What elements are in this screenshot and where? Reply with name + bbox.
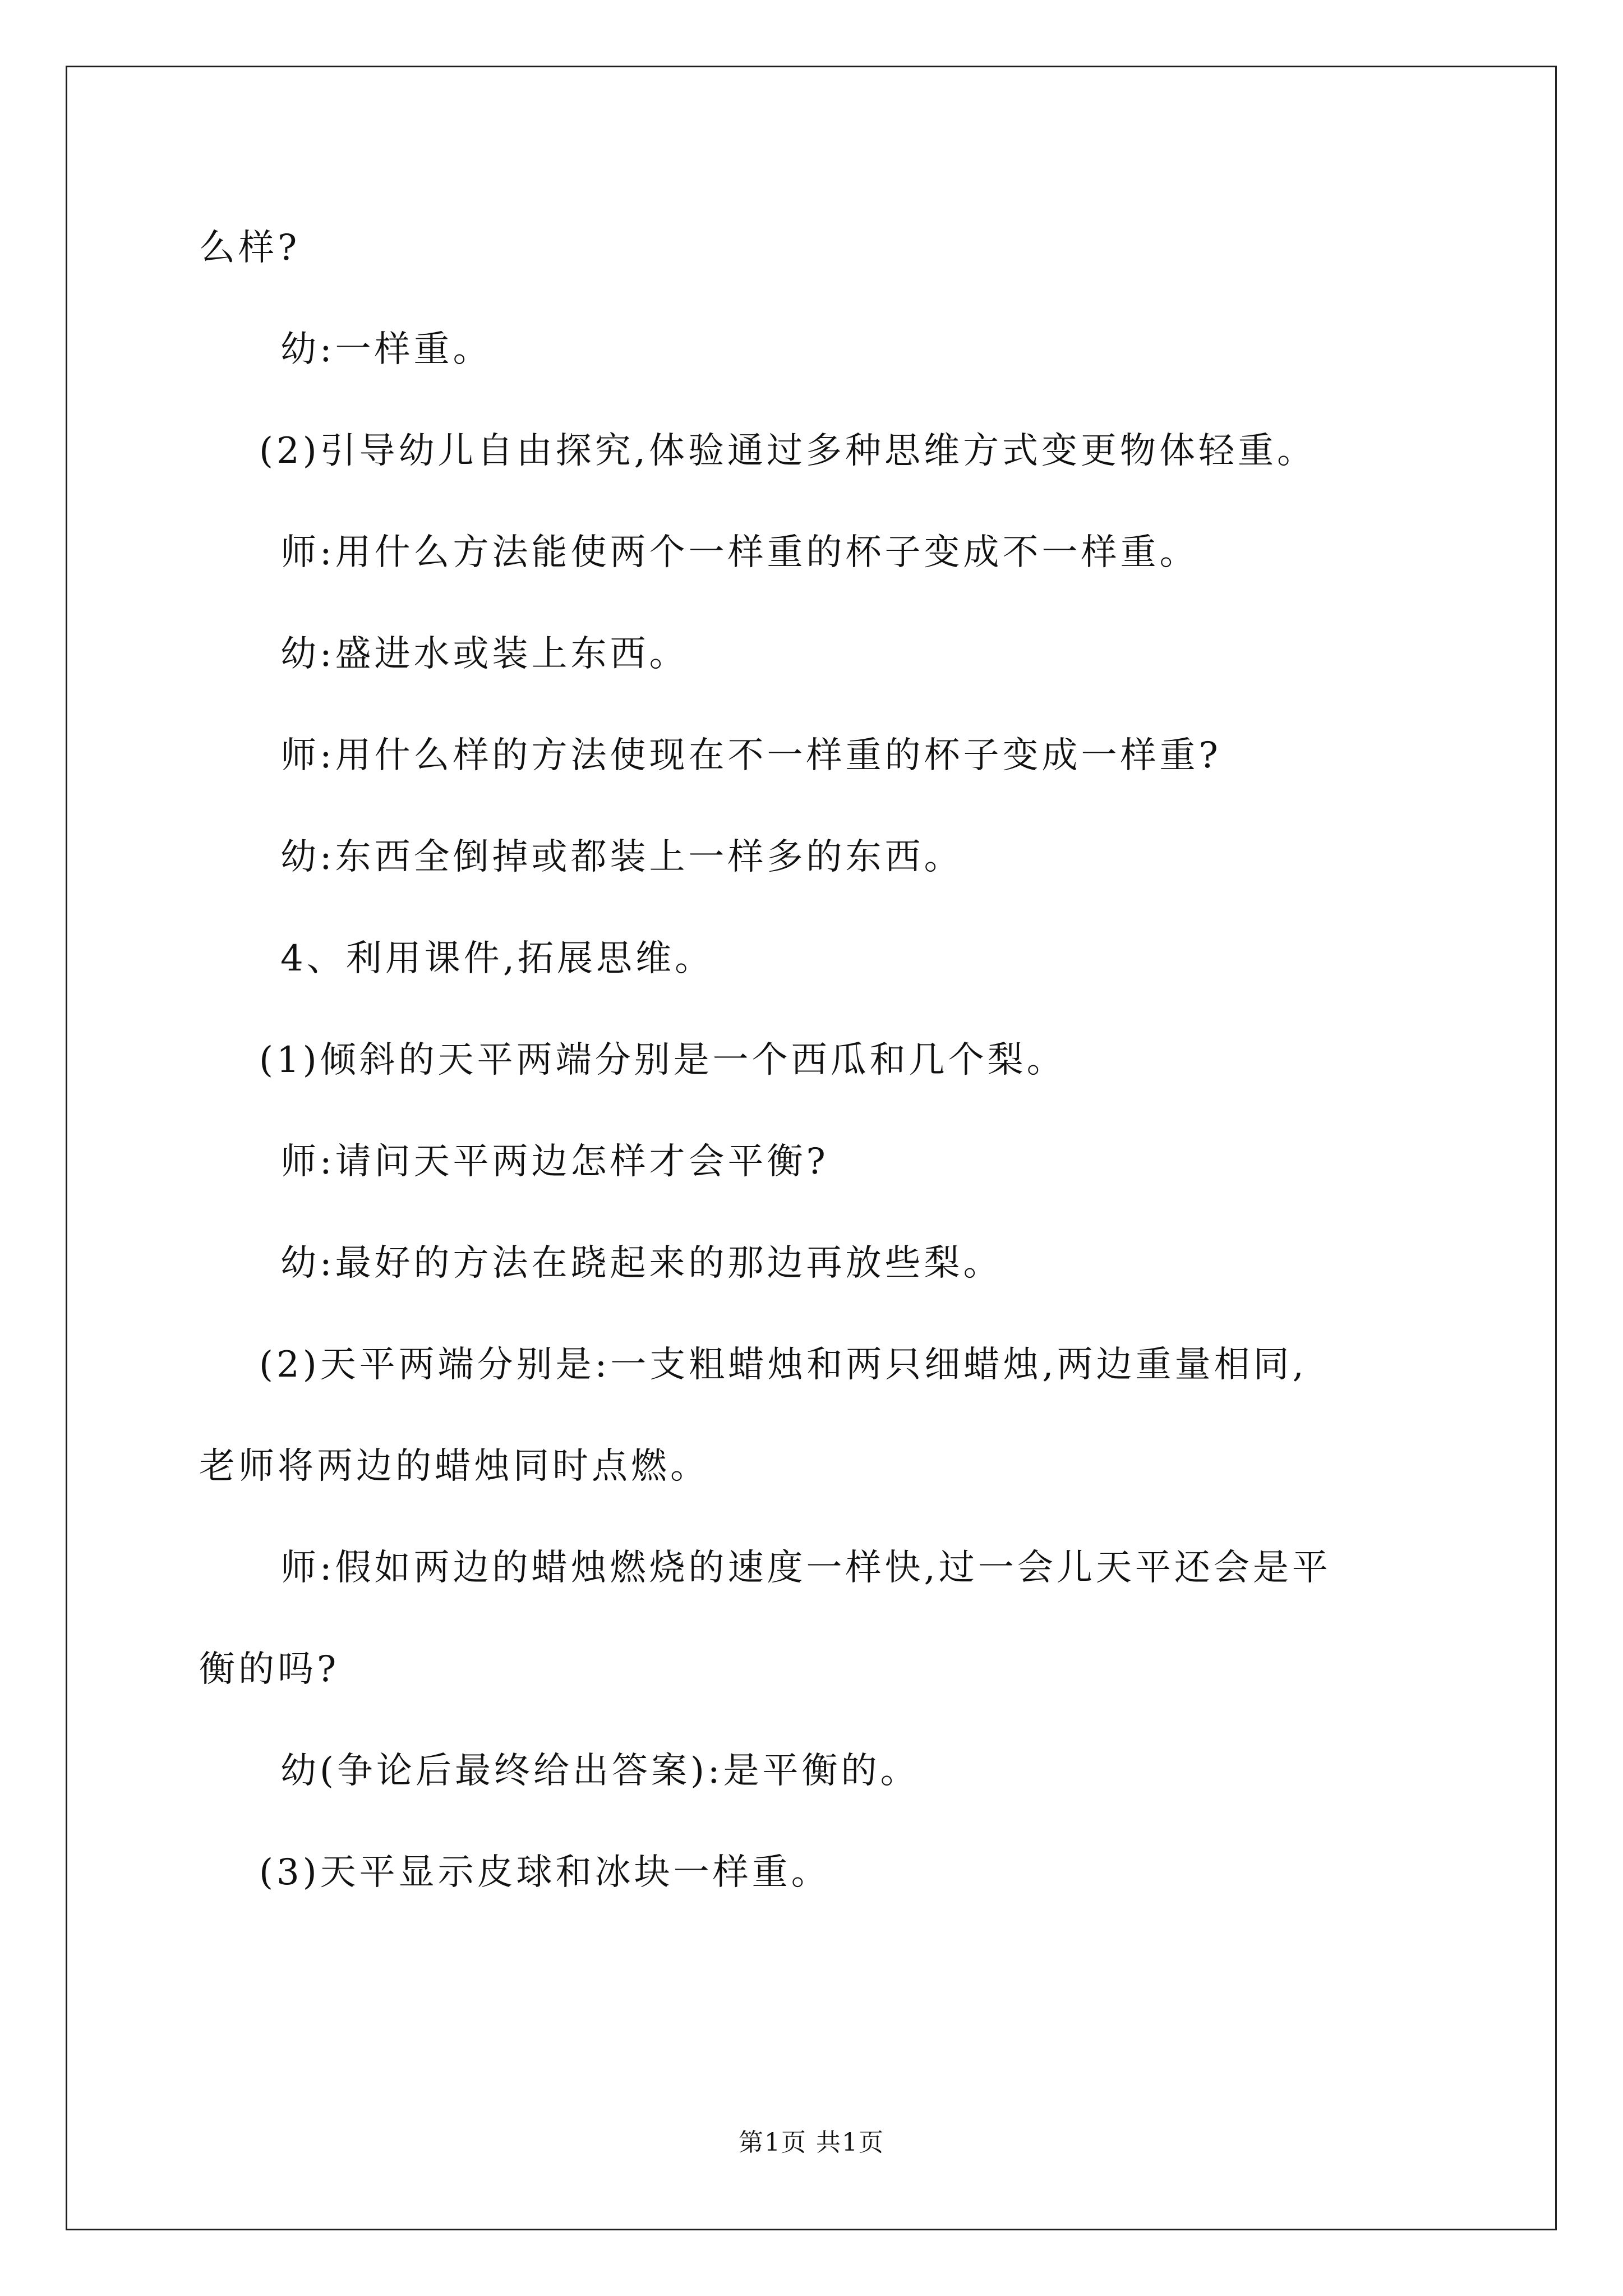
text-line: (1)倾斜的天平两端分别是一个西瓜和几个梨。 xyxy=(259,1039,1066,1081)
text-line: 幼(争论后最终给出答案):是平衡的。 xyxy=(280,1750,920,1792)
text-line: 衡的吗? xyxy=(199,1649,340,1690)
text-line: 老师将两边的蜡烛同时点燃。 xyxy=(199,1446,709,1487)
text-line: 师:请问天平两边怎样才会平衡? xyxy=(280,1141,829,1182)
text-line: 师:用什么方法能使两个一样重的杯子变成不一样重。 xyxy=(280,532,1199,573)
text-line: 师:用什么样的方法使现在不一样重的杯子变成一样重? xyxy=(280,735,1221,776)
text-line: 幼:盛进水或装上东西。 xyxy=(280,633,689,675)
text-line: (2)天平两端分别是:一支粗蜡烛和两只细蜡烛,两边重量相同, xyxy=(259,1344,1307,1386)
text-line: (2)引导幼儿自由探究,体验通过多种思维方式变更物体轻重。 xyxy=(259,430,1316,472)
page-number-footer: 第1页 共1页 xyxy=(739,2128,884,2157)
text-line: 幼:最好的方法在跷起来的那边再放些梨。 xyxy=(280,1243,1003,1284)
text-line: 4、利用课件,拓展思维。 xyxy=(280,938,714,979)
text-line: 幼:东西全倒掉或都装上一样多的东西。 xyxy=(280,836,963,878)
text-line: 幼:一样重。 xyxy=(280,329,492,370)
text-line: (3)天平显示皮球和冰块一样重。 xyxy=(259,1852,831,1893)
text-line: 么样? xyxy=(199,227,301,269)
text-line: 师:假如两边的蜡烛燃烧的速度一样快,过一会儿天平还会是平 xyxy=(280,1547,1331,1589)
